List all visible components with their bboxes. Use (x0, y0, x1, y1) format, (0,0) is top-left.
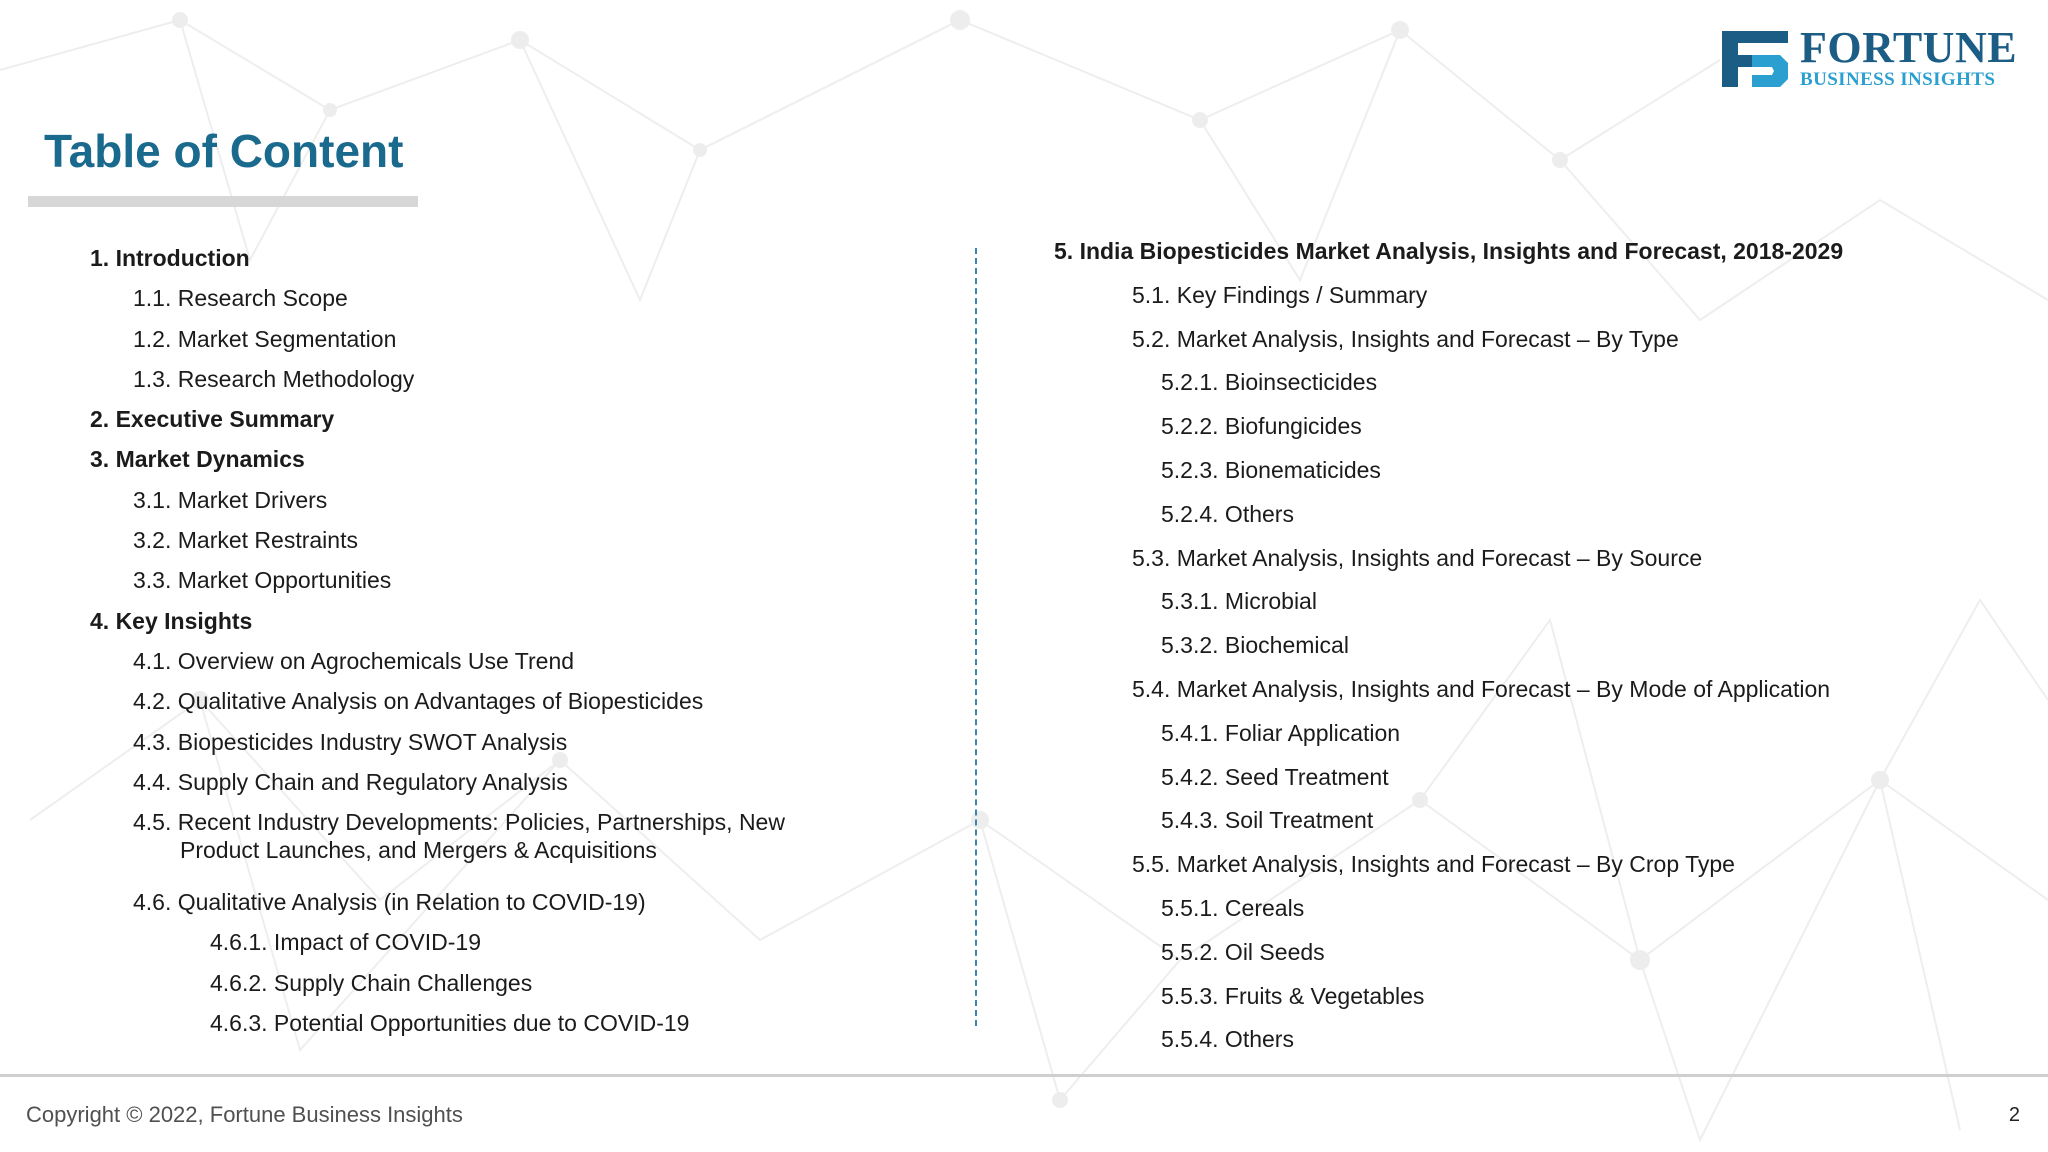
toc-item (90, 888, 970, 928)
toc-item-label: 1.3. Research Methodology (133, 365, 415, 392)
toc-item (1054, 850, 2014, 894)
toc-item (1054, 806, 2014, 850)
toc-item (1054, 719, 2014, 763)
toc-item (90, 445, 970, 485)
toc-item (90, 365, 970, 405)
toc-item (1054, 456, 2014, 500)
toc-item-label: 5.2.2. Biofungicides (1161, 413, 1362, 440)
toc-item (1054, 412, 2014, 456)
toc-item (1054, 587, 2014, 631)
toc-right-column (1054, 237, 2014, 1069)
toc-item (1054, 675, 2014, 719)
toc-item (90, 526, 970, 566)
toc-item-label: 5.4.3. Soil Treatment (1161, 807, 1374, 834)
toc-item-label: 5.4. Market Analysis, Insights and Forecast – By Mode of Application (1132, 675, 1831, 702)
toc-item-label: 1.2. Market Segmentation (133, 325, 397, 352)
toc-item-label: 3.1. Market Drivers (133, 486, 328, 513)
toc-item-label: 5.5.4. Others (1161, 1026, 1294, 1053)
toc-item (90, 405, 970, 445)
toc-item (90, 969, 970, 1009)
footer-divider (0, 1074, 2048, 1077)
toc-item (90, 284, 970, 324)
brand-name: FORTUNE (1800, 23, 2018, 72)
toc-item-label: 1.1. Research Scope (133, 285, 348, 312)
toc-item (1054, 938, 2014, 982)
toc-item-label: 4.6. Qualitative Analysis (in Relation to COVID-19) (133, 889, 646, 916)
page-number: 2 (2008, 1104, 2020, 1126)
toc-item (1054, 894, 2014, 938)
column-divider (975, 248, 977, 1026)
toc-item-label: 4.6.2. Supply Chain Challenges (210, 969, 533, 996)
toc-item-label: 5.3. Market Analysis, Insights and Forecast – By Source (1132, 544, 1703, 571)
title-underline (28, 196, 418, 207)
toc-item-label: 5.4.1. Foliar Application (1161, 719, 1401, 746)
toc-item (90, 325, 970, 365)
toc-item (1054, 281, 2014, 325)
toc-item-label: 5.3.1. Microbial (1161, 588, 1317, 615)
toc-item (90, 728, 970, 768)
toc-item (90, 1009, 970, 1049)
toc-item-label: 5.5.1. Cereals (1161, 894, 1305, 921)
toc-item-label: 4.3. Biopesticides Industry SWOT Analysis (133, 728, 568, 755)
toc-item-label: 4.2. Qualitative Analysis on Advantages of Biopesticides (133, 688, 704, 715)
toc-item (90, 808, 970, 888)
toc-item-label: 3.2. Market Restraints (133, 527, 358, 554)
toc-item (90, 244, 970, 284)
toc-item (1054, 982, 2014, 1026)
toc-item (90, 768, 970, 808)
toc-item (1054, 368, 2014, 412)
fortune-logo-icon (1718, 27, 1792, 91)
toc-item-label: 5.1. Key Findings / Summary (1132, 281, 1428, 308)
toc-item (1054, 325, 2014, 369)
toc-item-label: 5.2.1. Bioinsecticides (1161, 369, 1378, 396)
toc-item (1054, 631, 2014, 675)
toc-item-label: 2. Executive Summary (90, 406, 335, 433)
toc-item (1054, 237, 2014, 281)
toc-left-column (90, 244, 970, 1049)
toc-item-label: 5. India Biopesticides Market Analysis, Insights and Forecast, 2018-2029 (1054, 238, 1844, 264)
toc-item (1054, 763, 2014, 807)
toc-item-label: 5.2. Market Analysis, Insights and Forecast – By Type (1132, 325, 1679, 352)
toc-item-label: 5.4.2. Seed Treatment (1161, 763, 1389, 790)
page-title: Table of Content (44, 125, 404, 177)
toc-item-label: 4.5. Recent Industry Developments: Policies, Partnerships, New Product Launches, and Mergers & Acquisitions (133, 809, 785, 864)
toc-item (90, 687, 970, 727)
toc-item (90, 647, 970, 687)
toc-item (1054, 544, 2014, 588)
toc-item (90, 607, 970, 647)
toc-item-label: 3.3. Market Opportunities (133, 567, 392, 594)
toc-item-label: 5.5. Market Analysis, Insights and Forecast – By Crop Type (1132, 851, 1735, 878)
toc-item (90, 928, 970, 968)
toc-item-label: 4.4. Supply Chain and Regulatory Analysis (133, 768, 568, 795)
toc-item-label: 4.6.1. Impact of COVID-19 (210, 929, 482, 956)
toc-item-label: 5.2.4. Others (1161, 500, 1294, 527)
toc-item (90, 566, 970, 606)
toc-item-label: 5.2.3. Bionematicides (1161, 456, 1381, 483)
toc-item (90, 486, 970, 526)
toc-item-label: 5.5.3. Fruits & Vegetables (1161, 982, 1425, 1009)
toc-item-label: 5.3.2. Biochemical (1161, 632, 1349, 659)
brand-logo (1718, 23, 2018, 92)
toc-item-label: 3. Market Dynamics (90, 446, 305, 473)
toc-item (1054, 500, 2014, 544)
brand-subname: BUSINESS INSIGHTS (1800, 69, 1996, 90)
toc-item-label: 4.1. Overview on Agrochemicals Use Trend (133, 647, 575, 674)
toc-item (1054, 1025, 2014, 1069)
toc-item-label: 4.6.3. Potential Opportunities due to COVID-19 (210, 1010, 690, 1037)
copyright-text: Copyright © 2022, Fortune Business Insights (26, 1102, 463, 1127)
toc-item-label: 1. Introduction (90, 245, 250, 271)
toc-item-label: 4. Key Insights (90, 607, 253, 634)
toc-item-label: 5.5.2. Oil Seeds (1161, 938, 1325, 965)
